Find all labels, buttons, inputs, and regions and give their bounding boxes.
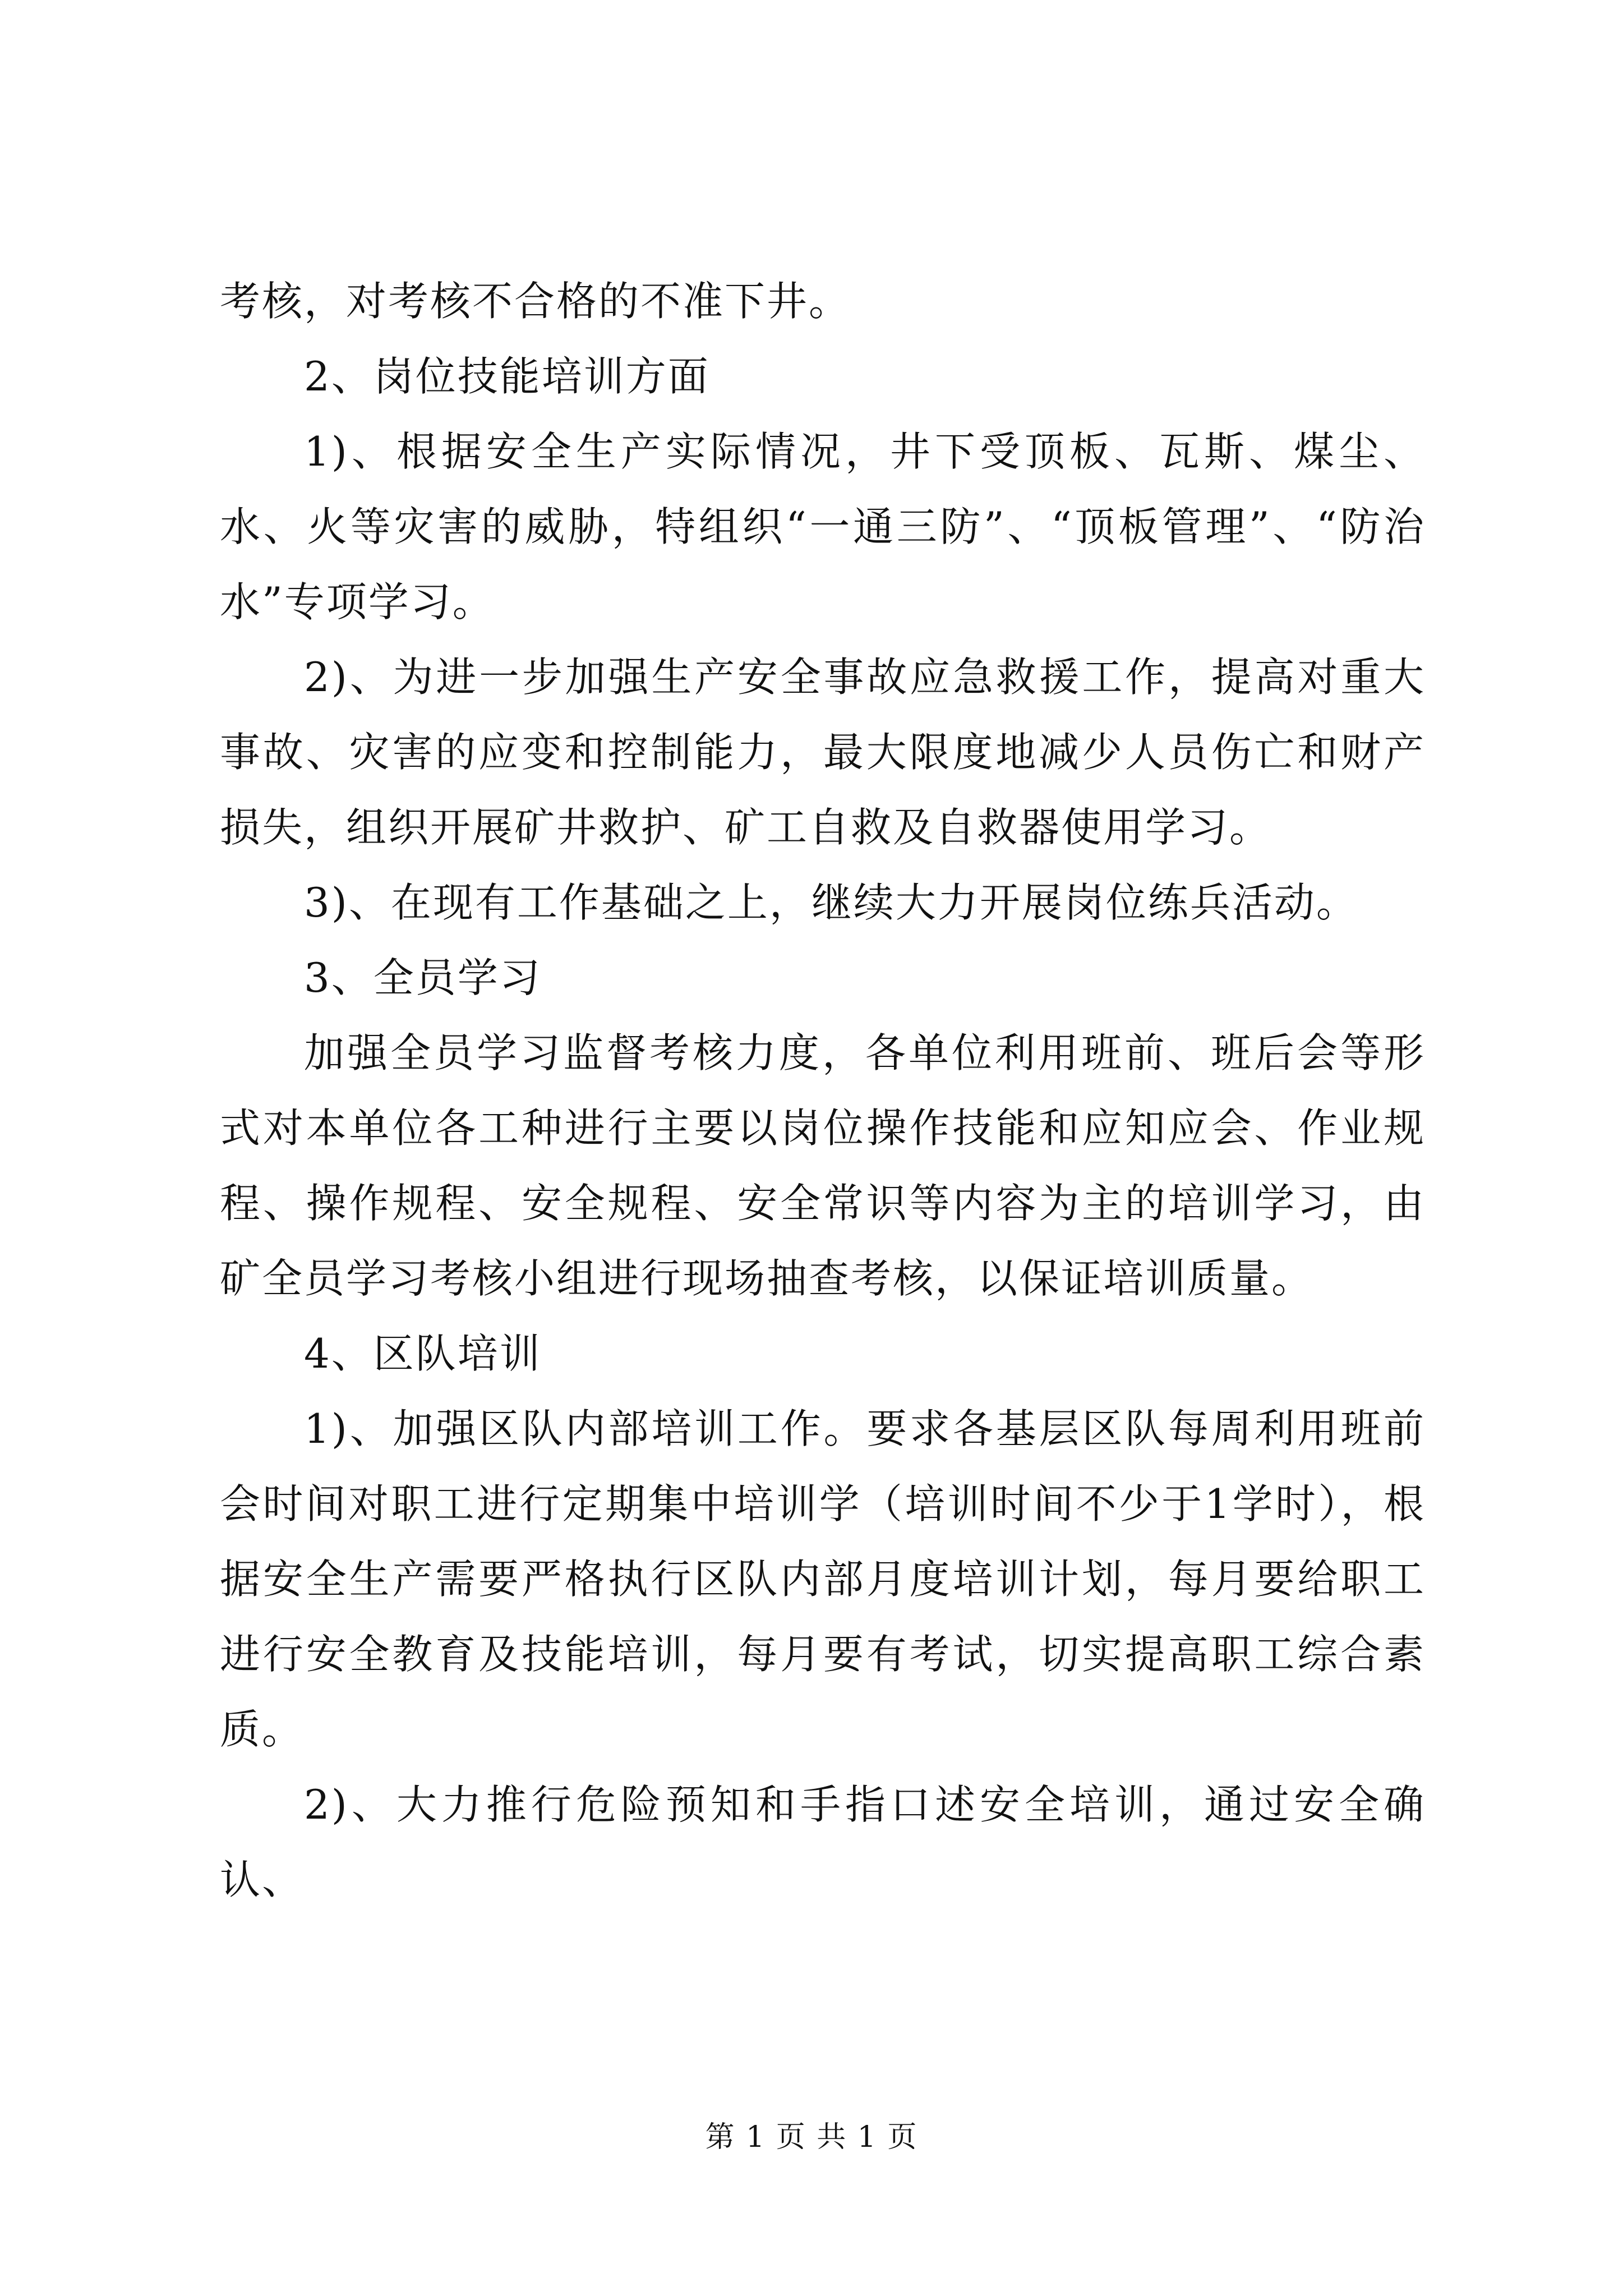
paragraph-skill-drill: 3)、在现有工作基础之上，继续大力开展岗位练兵活动。 [304, 879, 1358, 926]
document-body [220, 264, 1426, 1917]
heading-all-staff-study: 3、全员学习 [304, 954, 542, 1001]
paragraph-team-internal-training: 1)、加强区队内部培训工作。要求各基层区队每周利用班前会时间对职工进行定期集中培训学（培训时间不少于1学时），根据安全生产需要严格执行区队内部月度培训计划，每月要给职工进行安全教育及技能培训，每月要有考试，切实提高职工综合素质。 [220, 1405, 1426, 1753]
heading-team-training: 4、区队培训 [304, 1330, 542, 1377]
paragraph-emergency-rescue: 2)、为进一步加强生产安全事故应急救援工作，提高对重大事故、灾害的应变和控制能力，最大限度地减少人员伤亡和财产损失，组织开展矿井救护、矿工自救及自救器使用学习。 [220, 654, 1426, 851]
paragraph-hazard-prediction: 2)、大力推行危险预知和手指口述安全培训，通过安全确认、 [220, 1781, 1426, 1903]
page-number-footer: 第 1 页 共 1 页 [705, 2120, 918, 2154]
paragraph-all-staff-supervision: 加强全员学习监督考核力度，各单位利用班前、班后会等形式对本单位各工种进行主要以岗位操作技能和应知应会、作业规程、操作规程、安全规程、安全常识等内容为主的培训学习，由矿全员学习考核小组进行现场抽查考核，以保证培训质量。 [220, 1029, 1426, 1302]
paragraph-special-study: 1)、根据安全生产实际情况，井下受顶板、瓦斯、煤尘、水、火等灾害的威胁，特组织“一通三防”、“顶板管理”、“防治水”专项学习。 [220, 428, 1426, 625]
heading-post-skill-training: 2、岗位技能培训方面 [304, 353, 710, 400]
paragraph-1: 考核，对考核不合格的不准下井。 [220, 278, 851, 325]
